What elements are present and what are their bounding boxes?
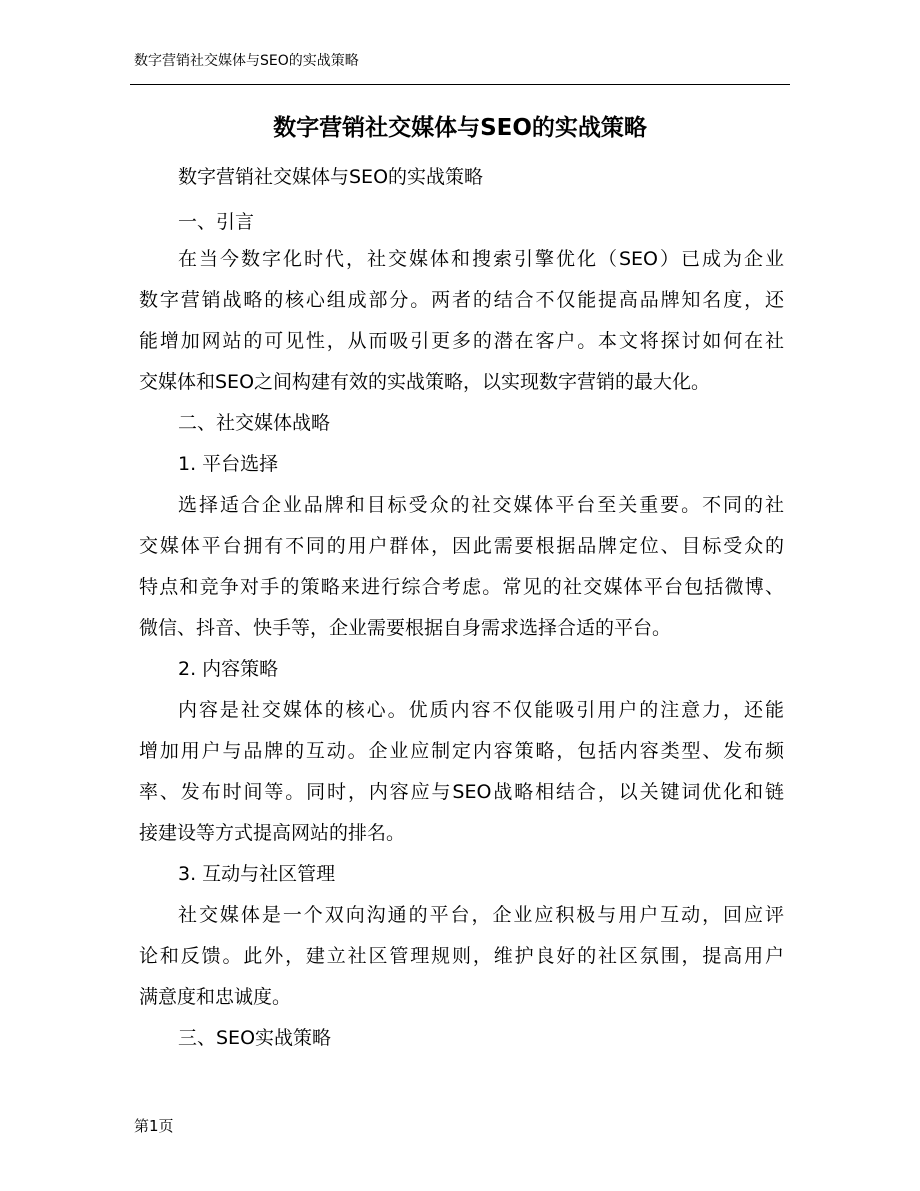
page-header: 数字营销社交媒体与SEO的实战策略 <box>134 53 359 69</box>
paragraph-line: 交媒体平台拥有不同的用户群体，因此需要根据品牌定位、目标受众的 <box>139 535 784 557</box>
subtitle: 数字营销社交媒体与SEO的实战策略 <box>178 166 484 188</box>
paragraph-line: 满意度和忠诚度。 <box>139 986 292 1008</box>
paragraph-line: 率、发布时间等。同时，内容应与SEO战略相结合，以关键词优化和链 <box>139 781 784 803</box>
paragraph-line: 在当今数字化时代，社交媒体和搜索引擎优化（SEO）已成为企业 <box>178 248 784 270</box>
paragraph-line: 特点和竞争对手的策略来进行综合考虑。常见的社交媒体平台包括微博、 <box>139 576 784 598</box>
subheading-community: 3. 互动与社区管理 <box>178 863 336 885</box>
section-heading-seo: 三、SEO实战策略 <box>178 1027 332 1049</box>
paragraph-line: 接建设等方式提高网站的排名。 <box>139 822 406 844</box>
paragraph-line: 增加用户与品牌的互动。企业应制定内容策略，包括内容类型、发布频 <box>139 740 784 762</box>
page-number: 第1页 <box>134 1117 174 1135</box>
paragraph-line: 选择适合企业品牌和目标受众的社交媒体平台至关重要。不同的社 <box>178 494 784 516</box>
subheading-platform: 1. 平台选择 <box>178 453 279 475</box>
header-divider <box>130 84 790 85</box>
section-heading-intro: 一、引言 <box>178 211 255 233</box>
paragraph-line: 论和反馈。此外，建立社区管理规则，维护良好的社区氛围，提高用户 <box>139 945 784 967</box>
paragraph-line: 数字营销战略的核心组成部分。两者的结合不仅能提高品牌知名度，还 <box>139 289 784 311</box>
paragraph-line: 能增加网站的可见性，从而吸引更多的潜在客户。本文将探讨如何在社 <box>139 330 784 352</box>
paragraph-line: 交媒体和SEO之间构建有效的实战策略，以实现数字营销的最大化。 <box>139 371 711 393</box>
subheading-content: 2. 内容策略 <box>178 658 279 680</box>
paragraph-line: 社交媒体是一个双向沟通的平台，企业应积极与用户互动，回应评 <box>178 904 784 926</box>
paragraph-line: 内容是社交媒体的核心。优质内容不仅能吸引用户的注意力，还能 <box>178 699 784 721</box>
paragraph-line: 微信、抖音、快手等，企业需要根据自身需求选择合适的平台。 <box>139 617 672 639</box>
section-heading-social: 二、社交媒体战略 <box>178 412 331 434</box>
document-title: 数字营销社交媒体与SEO的实战策略 <box>273 115 647 141</box>
